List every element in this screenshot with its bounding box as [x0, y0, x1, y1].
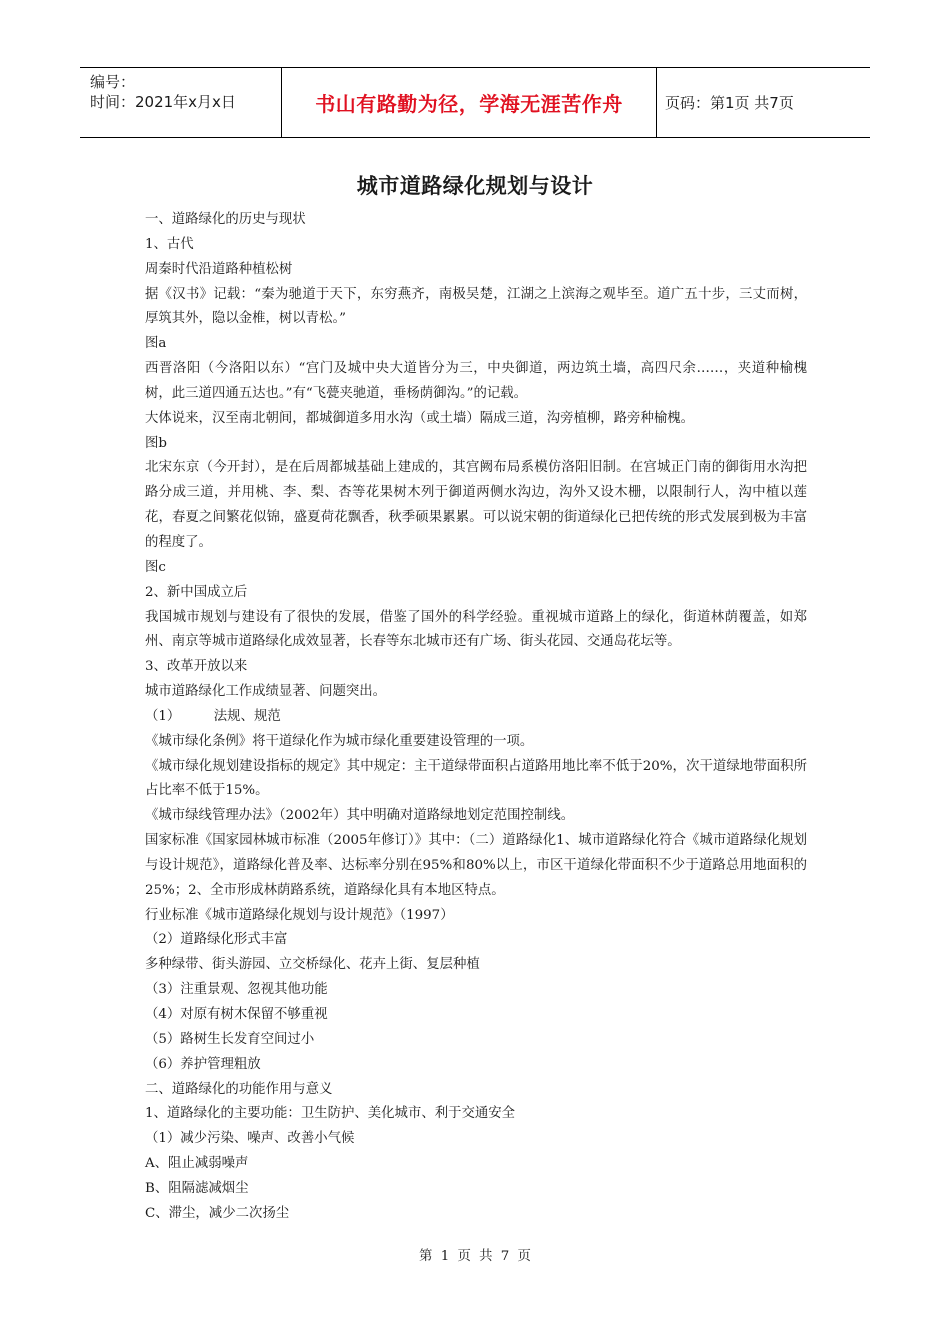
paragraph: 行业标准《城市道路绿化规划与设计规范》（1997） — [145, 907, 454, 923]
document-title: 城市道路绿化规划与设计 — [356, 174, 594, 198]
paragraph: 多种绿带、街头游园、立交桥绿化、花卉上街、复层种植 — [145, 957, 480, 973]
paragraph: 我国城市规划与建设有了很快的发展，借鉴了国外的科学经验。重视城市道路上的绿化，街道林荫覆盖，如郑州、南京等城市道路绿化成效显著，长春等东北城市还有广场、街头花园、交通岛花坛等。 — [145, 609, 807, 650]
list-item: （5）路树生长发育空间过小 — [145, 1031, 315, 1047]
paragraph: 北宋东京（今开封），是在后周都城基础上建成的，其宫阙布局系模仿洛阳旧制。在宫城正门南的御街用水沟把路分成三道，并用桃、李、梨、杏等花果树木列于御道两侧水沟边，沟外又设木栅，以限制行人，沟中植以莲花，春夏之间繁花似锦，盛夏荷花飘香，秋季硕果累累。可以说宋朝的街道绿化已把传统的形式发展到极为丰富的程度了。 — [145, 460, 807, 550]
list-item: （2）道路绿化形式丰富 — [145, 932, 288, 948]
document-code-label: 编号： — [90, 73, 136, 91]
list-item: （4）对原有树木保留不够重视 — [145, 1007, 328, 1022]
header-motto: 书山有路勤为径，学海无涯苦作舟 — [281, 68, 657, 137]
list-item: （1）减少污染、噪声、改善小气候 — [145, 1131, 355, 1147]
page-footer: 第 1 页 共 7 页 — [419, 1249, 531, 1264]
section-heading: 二、道路绿化的功能作用与意义 — [145, 1081, 333, 1097]
document-body — [145, 208, 807, 1227]
page-header — [80, 67, 870, 138]
subsection-heading: 1、古代 — [145, 236, 194, 252]
header-page-info: 页码：第1页 共7页 — [665, 94, 794, 112]
list-item: （3）注重景观、忽视其他功能 — [145, 982, 328, 998]
figure-reference: 图c — [145, 559, 166, 575]
figure-reference: 图b — [145, 435, 167, 451]
section-heading: 一、道路绿化的历史与现状 — [145, 212, 306, 227]
document-date: 时间：2021年x月x日 — [90, 93, 236, 111]
list-item: C、滞尘，减少二次扬尘 — [145, 1205, 290, 1221]
subsection-heading: 2、新中国成立后 — [145, 584, 248, 600]
list-item: （6）养护管理粗放 — [145, 1056, 261, 1072]
paragraph: 据《汉书》记载：“秦为驰道于天下，东穷燕齐，南极吴楚，江湖之上滨海之观毕至。道广五十步，三丈而树，厚筑其外，隐以金椎，树以青松。” — [145, 286, 807, 327]
paragraph: 国家标准《国家园林城市标准（2005年修订）》其中：（二）道路绿化1、城市道路绿化符合《城市道路绿化规划与设计规范》，道路绿化普及率、达标率分别在95%和80%以上，市区干道绿化带面积不少于道路总用地面积的25%；2、全市形成林荫路系统，道路绿化具有本地区特点。 — [145, 833, 807, 898]
paragraph: 《城市绿线管理办法》（2002年）其中明确对道路绿地划定范围控制线。 — [145, 808, 575, 824]
header-meta — [80, 68, 281, 137]
subsection-heading: 3、改革开放以来 — [145, 659, 248, 675]
list-item: A、阻止减弱噪声 — [145, 1156, 249, 1172]
list-item: B、阻隔滤减烟尘 — [145, 1180, 249, 1196]
paragraph: 城市道路绿化工作成绩显著、问题突出。 — [145, 684, 387, 700]
paragraph: 大体说来，汉至南北朝间，都城御道多用水沟（或土墙）隔成三道，沟旁植柳，路旁种榆槐。 — [145, 410, 695, 426]
subsection-heading: 1、道路绿化的主要功能：卫生防护、美化城市、利于交通安全 — [145, 1106, 516, 1122]
figure-reference: 图a — [145, 336, 167, 352]
paragraph: 周秦时代沿道路种植松树 — [145, 261, 293, 277]
paragraph: 《城市绿化规划建设指标的规定》其中规定：主干道绿带面积占道路用地比率不低于20%，次干道绿地带面积所占比率不低于15%。 — [145, 758, 807, 799]
paragraph: 《城市绿化条例》将干道绿化作为城市绿化重要建设管理的一项。 — [145, 733, 534, 749]
paragraph: 西晋洛阳（今洛阳以东）“宫门及城中央大道皆分为三，中央御道，两边筑土墙，高四尺余……，夹道种榆槐树，此三道四通五达也。”有“飞甍夹驰道，垂杨荫御沟。”的记载。 — [145, 361, 807, 401]
list-item: （1） 法规、规范 — [145, 708, 281, 724]
